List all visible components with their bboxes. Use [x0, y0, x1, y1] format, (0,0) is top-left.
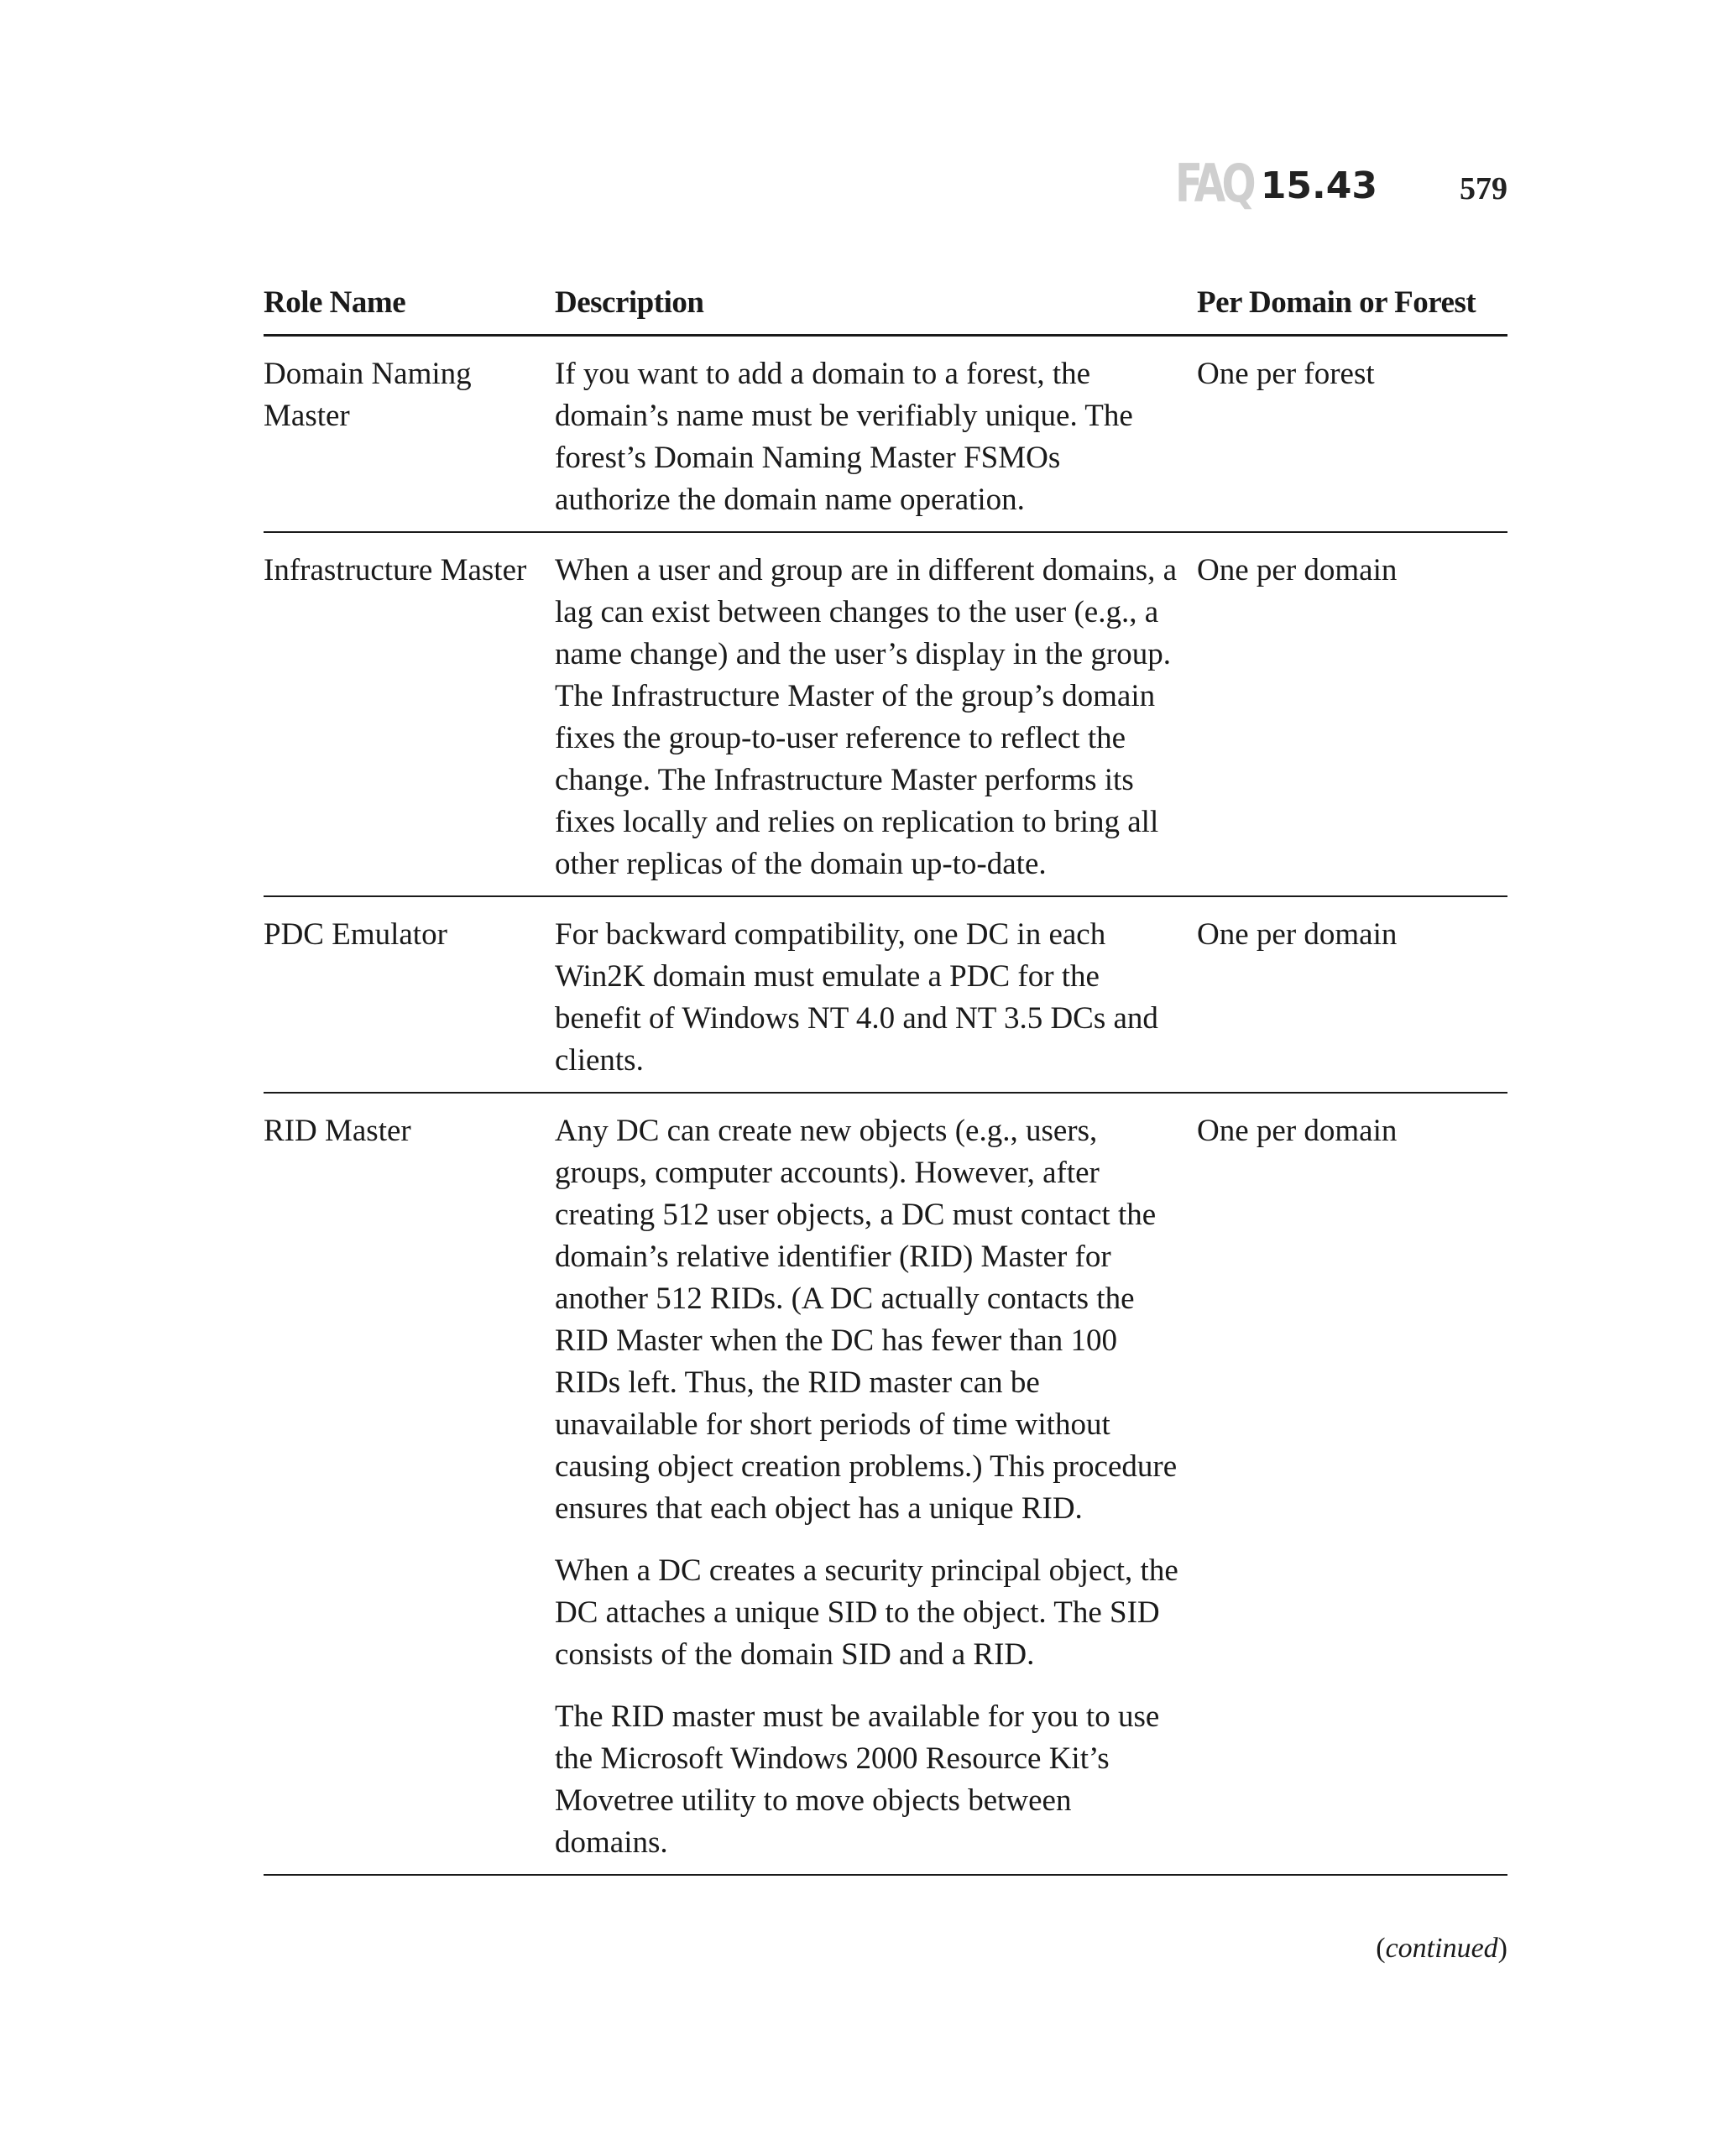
- role-name-cell: RID Master: [264, 1093, 555, 1875]
- scope-cell: One per domain: [1197, 532, 1507, 896]
- table-row: [264, 896, 1507, 1093]
- description-paragraph: When a DC creates a security principal object, the DC attaches a unique SID to the object. The SID consists of the domain SID and a RID.: [555, 1553, 1178, 1672]
- description-paragraph: The RID master must be available for you to use the Microsoft Windows 2000 Resource Kit’s Movetree utility to move objects between domains.: [555, 1699, 1160, 1860]
- faq-number: 15.43: [1260, 164, 1377, 207]
- column-header-scope: Per Domain or Forest: [1197, 282, 1507, 336]
- description-paragraph: If you want to add a domain to a forest, the domain’s name must be verifiably unique. The forest’s Domain Naming Master FSMOs authorize the domain name operation.: [555, 357, 1133, 517]
- scope-cell: One per forest: [1197, 336, 1507, 533]
- scope-cell: One per domain: [1197, 1093, 1507, 1875]
- column-header-description: Description: [555, 282, 1197, 336]
- continued-note: (continued): [1376, 1933, 1507, 1964]
- page-number: 579: [1460, 171, 1507, 206]
- table-row: [264, 532, 1507, 896]
- continued-label: continued: [1385, 1933, 1498, 1964]
- running-header: [1153, 153, 1507, 214]
- fsmo-roles-table: [264, 282, 1507, 1876]
- description-paragraph: When a user and group are in different domains, a lag can exist between changes to the user (e.g., a name change) and the user’s display in the group. The Infrastructure Master of the group’s domain fixes the group-to-user reference to reflect the change. The Infrastructure Master performs its fixes locally and relies on replication to bring all other replicas of the domain up-to-date.: [555, 553, 1178, 881]
- role-name-cell: PDC Emulator: [264, 896, 555, 1093]
- description-paragraph: For backward compatibility, one DC in each Win2K domain must emulate a PDC for the benefit of Windows NT 4.0 and NT 3.5 DCs and clients.: [555, 917, 1158, 1078]
- description-cell: [555, 896, 1197, 1093]
- role-name-cell: Domain Naming Master: [264, 336, 555, 533]
- role-name-cell: Infrastructure Master: [264, 532, 555, 896]
- description-paragraph: Any DC can create new objects (e.g., users, groups, computer accounts). However, after creating 512 user objects, a DC must contact the domain’s relative identifier (RID) Master for another 512 RIDs. (A DC actually contacts the RID Master when the DC has fewer than 100 RIDs left. Thus, the RID master can be unavailable for short periods of time without causing object creation problems.) This procedure ensures that each object has a unique RID.: [555, 1114, 1178, 1526]
- table-header-row: [264, 282, 1507, 336]
- column-header-role-name: Role Name: [264, 282, 555, 336]
- description-cell: [555, 1093, 1197, 1875]
- table-row: [264, 336, 1507, 533]
- table-row: [264, 1093, 1507, 1875]
- description-cell: [555, 532, 1197, 896]
- scope-cell: One per domain: [1197, 896, 1507, 1093]
- faq-logo: FAQ: [1174, 153, 1252, 214]
- description-cell: [555, 336, 1197, 533]
